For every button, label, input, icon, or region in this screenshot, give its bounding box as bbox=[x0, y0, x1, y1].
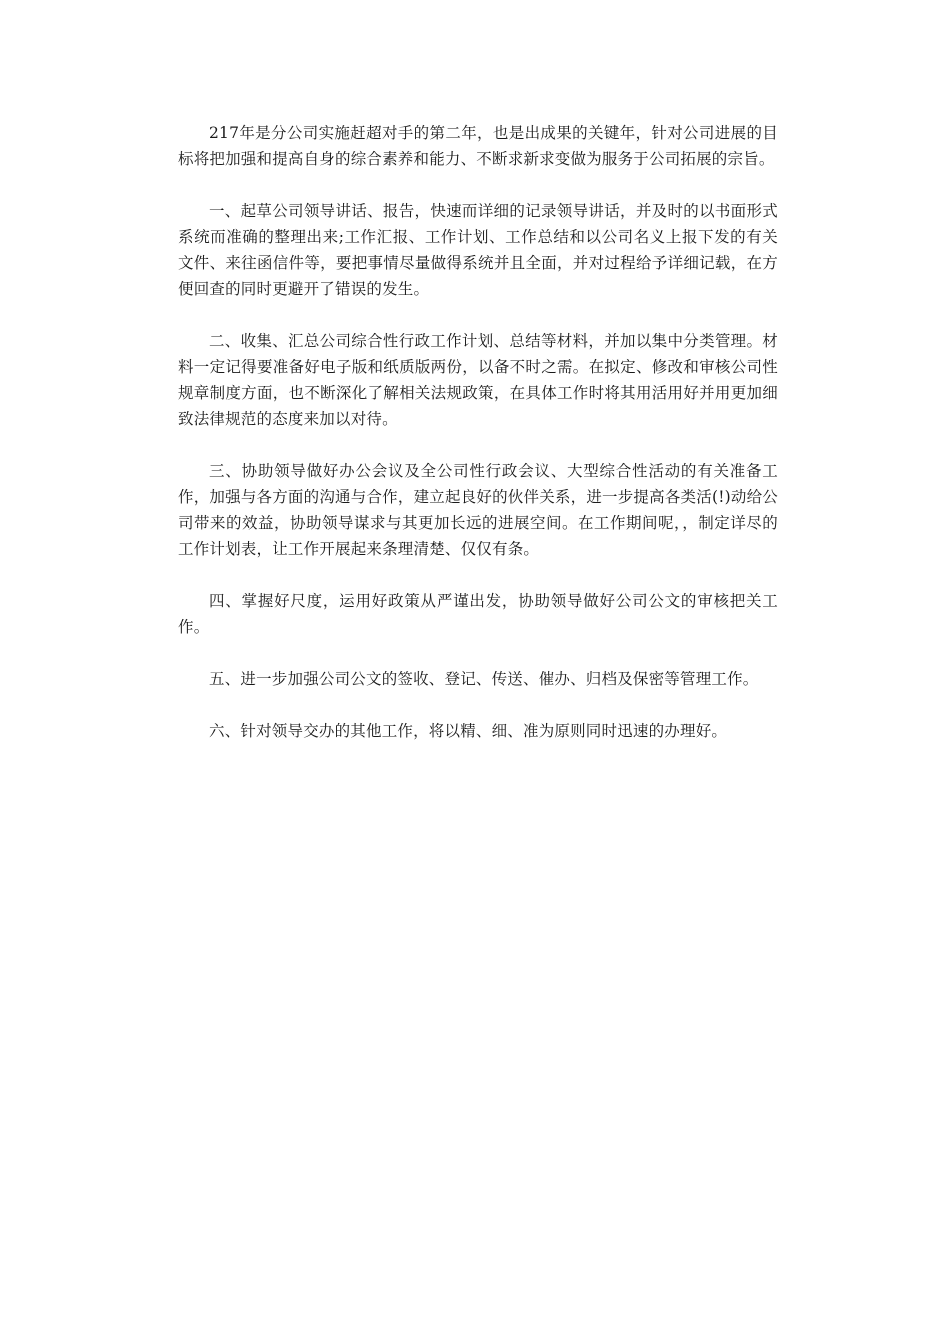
document-body bbox=[178, 120, 778, 744]
paragraph-intro: 217年是分公司实施赶超对手的第二年，也是出成果的关键年，针对公司进展的目标将把加强和提高自身的综合素养和能力、不断求新求变做为服务于公司拓展的宗旨。 bbox=[178, 124, 778, 168]
paragraph-item-1: 一、起草公司领导讲话、报告，快速而详细的记录领导讲话，并及时的以书面形式系统而准确的整理出来;工作汇报、工作计划、工作总结和以公司名义上报下发的有关文件、来往函信件等，要把事情尽量做得系统并且全面，并对过程给予详细记载，在方便回查的同时更避开了错误的发生。 bbox=[178, 202, 778, 298]
paragraph-item-2: 二、收集、汇总公司综合性行政工作计划、总结等材料，并加以集中分类管理。材料一定记得要准备好电子版和纸质版两份，以备不时之需。在拟定、修改和审核公司性规章制度方面，也不断深化了解相关法规政策，在具体工作时将其用活用好并用更加细致法律规范的态度来加以对待。 bbox=[178, 332, 778, 428]
paragraph-item-5: 五、进一步加强公司公文的签收、登记、传送、催办、归档及保密等管理工作。 bbox=[209, 670, 759, 688]
paragraph-item-4: 四、掌握好尺度，运用好政策从严谨出发，协助领导做好公司公文的审核把关工作。 bbox=[178, 592, 778, 636]
paragraph-item-6: 六、针对领导交办的其他工作，将以精、细、准为原则同时迅速的办理好。 bbox=[209, 722, 728, 740]
paragraph-item-3: 三、协助领导做好办公会议及全公司性行政会议、大型综合性活动的有关准备工作，加强与各方面的沟通与合作，建立起良好的伙伴关系，进一步提高各类活(!)动给公司带来的效益，协助领导谋求与其更加长远的进展空间。在工作期间呢，，制定详尽的工作计划表，让工作开展起来条理清楚、仅仅有条。 bbox=[178, 462, 778, 558]
